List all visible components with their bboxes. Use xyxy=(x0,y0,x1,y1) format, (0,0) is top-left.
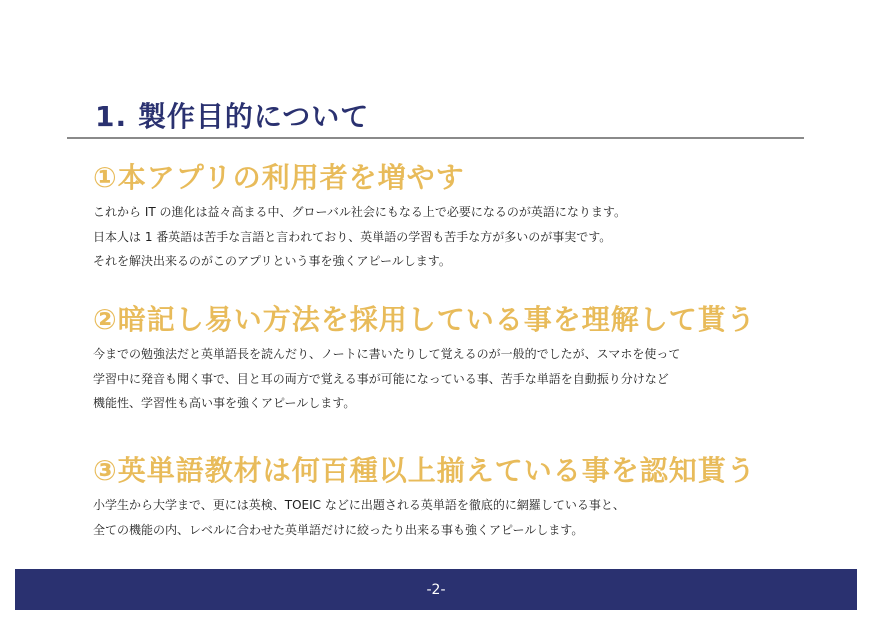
footer-bar xyxy=(15,569,857,610)
body-line: 学習中に発音も聞く事で、目と耳の両方で覚える事が可能になっている事、苦手な単語を自動振り分けなど xyxy=(93,371,669,386)
title-divider xyxy=(67,137,804,139)
section-body xyxy=(93,342,813,416)
section-body xyxy=(93,493,813,542)
section-increase-users xyxy=(93,156,813,274)
section-heading: ②暗記し易い方法を採用している事を理解して貰う xyxy=(93,303,756,336)
section-memorization-method xyxy=(93,298,813,416)
body-line: 機能性、学習性も高い事を強くアピールします。 xyxy=(93,396,356,410)
body-line: 日本人は 1 番英語は苦手な言語と言われており、英単語の学習も苦手な方が多いのが事実です。 xyxy=(93,229,612,244)
page-title: 1. 製作目的について xyxy=(95,100,370,133)
body-line: それを解決出来るのがこのアプリという事を強くアピールします。 xyxy=(93,254,451,268)
body-line: 今までの勉強法だと英単語長を読んだり、ノートに書いたりして覚えるのが一般的でしたが、スマホを使って xyxy=(93,347,681,361)
section-body xyxy=(93,200,813,274)
body-line: 小学生から大学まで、更には英検、TOEIC などに出題される英単語を徹底的に網羅している事と、 xyxy=(93,498,625,512)
body-line: 全ての機能の内、レベルに合わせた英単語だけに絞ったり出来る事も強くアピールします。 xyxy=(93,522,584,537)
section-heading: ③英単語教材は何百種以上揃えている事を認知貰う xyxy=(93,454,756,487)
body-line: これから IT の進化は益々高まる中、グローバル社会にもなる上で必要になるのが英語になります。 xyxy=(93,205,626,219)
section-vocabulary-materials xyxy=(93,449,813,542)
page-number: -2- xyxy=(426,581,446,598)
section-heading: ①本アプリの利用者を増やす xyxy=(93,161,465,194)
